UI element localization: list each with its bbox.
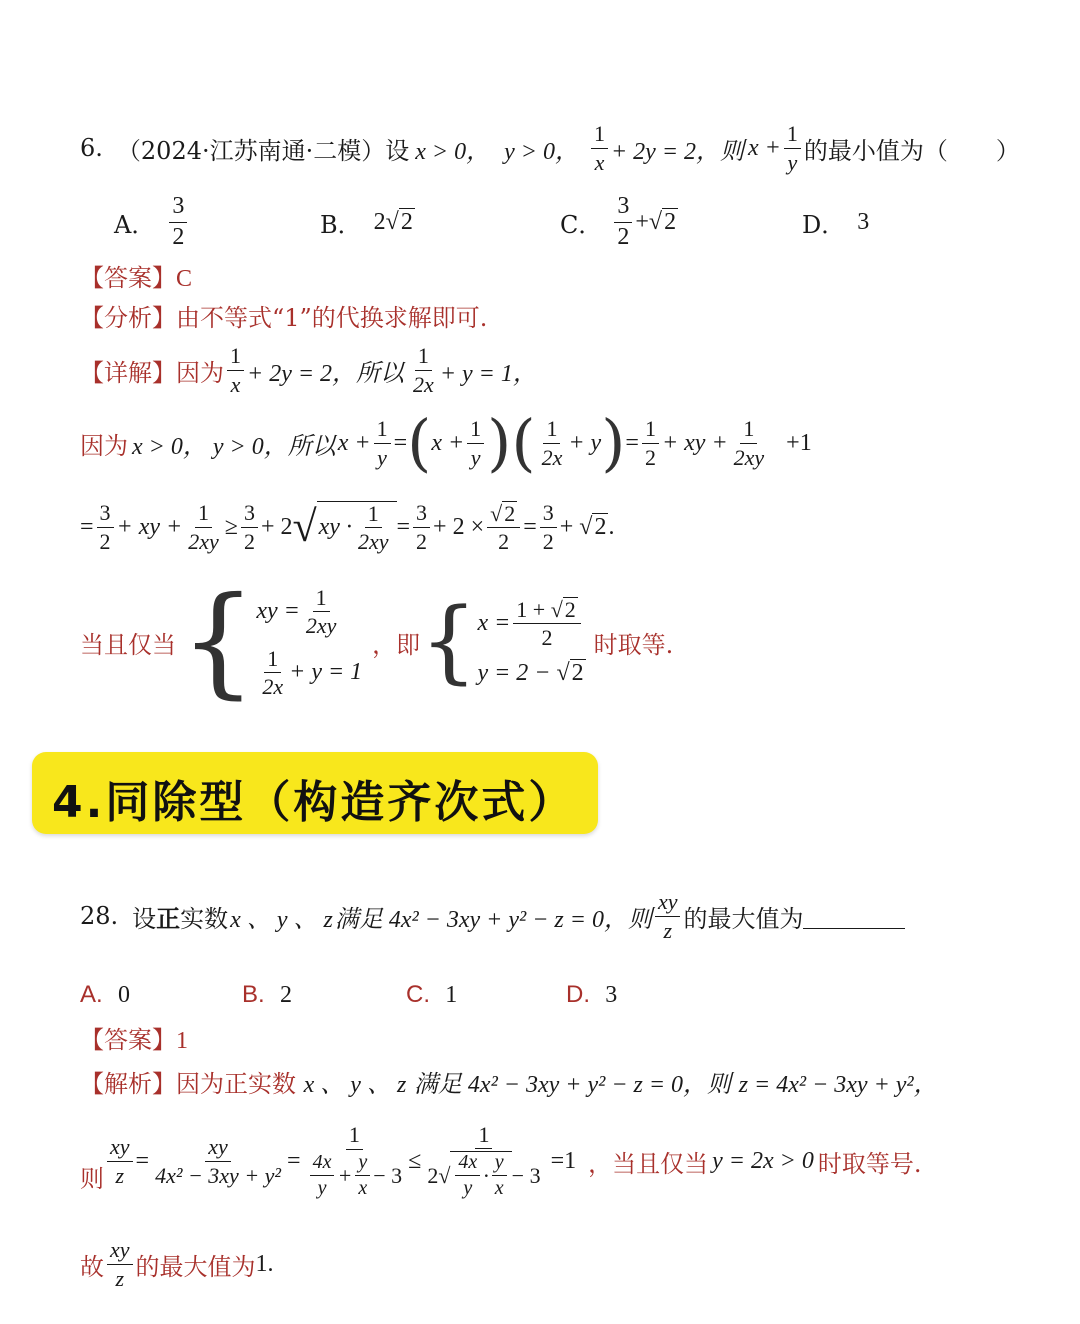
math-eq: = xyxy=(625,429,639,456)
math-frac: $\frac{3}{2}$ xyxy=(241,501,258,552)
q28-answer-value: 1 xyxy=(176,1028,188,1054)
q28-solution-label: 【解析】 xyxy=(80,1070,176,1098)
q6-eq-tail: + 2y = 2，则 xyxy=(610,138,745,165)
q28-stem-rest: 实数 xyxy=(180,904,229,933)
q28-conclusion-pre: 故 xyxy=(80,1252,104,1281)
math-expr: x + xyxy=(431,429,465,456)
math-radicand: xy · $\frac{1}{2xy}$ xyxy=(317,501,397,553)
math-eq: = xyxy=(396,513,411,540)
q6-answer-label: 【答案】 xyxy=(80,264,176,292)
math-frac: $\frac{1}{y}$ xyxy=(374,417,391,468)
math-frac: $\frac{3}{2}$ xyxy=(540,501,557,552)
math-frac: $\frac{xy}{z}$ xyxy=(107,1238,133,1289)
math-frac: $\frac{1}{2x}$ xyxy=(541,416,563,470)
q28-equality-expr: y = 2x > 0 xyxy=(712,1147,814,1174)
math-frac: $\frac{√2}{2}$ xyxy=(487,501,520,553)
q6-equality-pre: 当且仅当 xyxy=(80,630,176,659)
q6-option-b-value: 2√2 xyxy=(373,209,413,235)
math-frac: 1 $\frac{4x}{y}$ + $\frac{y}{x}$ − 3 xyxy=(304,1123,406,1198)
q28-stem-cond: 满足 4x² − 3xy + y² − z = 0，则 xyxy=(334,906,652,933)
math-eq: = xyxy=(393,429,408,456)
q6-question-line xyxy=(80,118,1020,178)
math-expr: + 2 × xyxy=(433,513,485,540)
q6-option-c-rad: √2 xyxy=(648,209,677,235)
q28-option-b: B. 2 xyxy=(242,981,292,1008)
math-frac: $\frac{xy}{\text{4x² − 3xy + y²}}$ xyxy=(155,1134,282,1188)
math-brace: { xyxy=(180,572,257,711)
math-frac: $\frac{1}{2xy}$ xyxy=(188,500,219,554)
q6-detail-line2-pre: 因为 xyxy=(80,431,128,460)
q28-option-d: D. 3 xyxy=(566,981,618,1008)
q6-target: x + xyxy=(748,134,781,161)
math-brace: { xyxy=(420,589,478,694)
q6-detail-line2-plus1: +1 xyxy=(786,429,812,456)
math-geq: ≥ xyxy=(224,513,238,540)
q6-option-d-value: 3 xyxy=(857,208,870,235)
q28-stem-vars: x 、 y 、 z xyxy=(230,906,333,933)
q28-eq1: =1 xyxy=(550,1147,577,1174)
q6-target-fraction: $\frac{1}{y}$ xyxy=(784,122,801,173)
math-eq: = xyxy=(523,513,537,540)
q6-cond1: x > 0， xyxy=(415,138,491,165)
q6-equality xyxy=(80,574,673,710)
math-expr: + xy + xyxy=(661,429,728,456)
q6-option-c-label: C． xyxy=(560,210,603,239)
math-frac: $\frac{3}{2}$ xyxy=(97,501,114,552)
section-title: 4.同除型（构造齐次式） xyxy=(52,777,576,828)
q6-detail-intro: 因为 xyxy=(176,358,224,387)
q6-detail-line1-tail: + y = 1， xyxy=(439,360,537,387)
q6-answer-value: C xyxy=(176,266,193,292)
q28-conclusion-value: 1. xyxy=(255,1250,274,1277)
q6-analysis-text: 由不等式“1”的代换求解即可. xyxy=(176,304,488,332)
q6-equality-tail: 时取等. xyxy=(593,630,674,659)
math-paren: ( xyxy=(407,406,432,479)
math-eq: = xyxy=(135,1147,150,1174)
q6-question-tail: 的最小值为（ ） xyxy=(803,136,1020,165)
q6-option-d xyxy=(802,192,869,252)
q28-stem-fraction: $\frac{xy}{z}$ xyxy=(655,890,681,941)
q28-stem-pre: 设 xyxy=(132,904,157,933)
q28-conclusion-tail: 的最大值为 xyxy=(135,1252,256,1281)
q28-answer-blank xyxy=(803,904,905,929)
math-leq: ≤ xyxy=(408,1147,422,1174)
q6-option-d-label: D． xyxy=(802,210,846,239)
q6-detail-line2-cond: x > 0， y > 0，所以 xyxy=(132,433,336,460)
math-expr: x + xyxy=(337,429,371,456)
math-expr: + y xyxy=(568,429,602,456)
math-frac: $\frac{1}{2}$ xyxy=(642,417,659,468)
q6-option-a-label: A． xyxy=(114,210,156,239)
q6-detail-line3-tail: . xyxy=(608,513,615,540)
math-eq: = xyxy=(287,1147,301,1174)
math-frac: $\frac{xy}{z}$ xyxy=(107,1135,133,1186)
q6-number: 6. xyxy=(80,134,103,162)
q28-stem-bold: 正 xyxy=(156,903,181,933)
q6-fraction: $\frac{1}{x}$ xyxy=(591,122,608,173)
math-frac: $\frac{1}{y}$ xyxy=(467,417,484,468)
q28-solution-vars: x 、 y 、 z xyxy=(303,1072,407,1098)
math-system-1: xy = $\frac{1}{2xy}$ $\frac{1}{2x}$ + y = 1 xyxy=(256,584,363,700)
q28-equality-tail: 时取等号. xyxy=(817,1149,922,1178)
q28-option-c: C. 1 xyxy=(406,981,458,1008)
q6-detail-line1 xyxy=(80,340,537,400)
q6-source: （2024·江苏南通·二模）设 xyxy=(116,136,410,165)
q6-analysis-label: 【分析】 xyxy=(80,304,176,332)
q28-solution-expr: z = 4x² − 3xy + y²， xyxy=(738,1072,938,1098)
math-system-2: x = $\frac{1 + √2}{2}$ y = 2 − √2 xyxy=(477,596,584,687)
q28-question-line xyxy=(80,886,905,946)
math-frac: $\frac{1}{2xy}$ xyxy=(733,416,765,470)
q6-analysis xyxy=(80,298,487,333)
q6-option-a-value: $\frac{3}{2}$ xyxy=(169,194,187,249)
math-frac: 1 2√ $\frac{4x}{y}$ · $\frac{y}{x}$ − 3 xyxy=(427,1121,541,1200)
math-expr: + √2 xyxy=(559,514,607,540)
q6-equality-mid: ，即 xyxy=(372,630,421,659)
q6-detail-label: 【详解】 xyxy=(80,358,176,387)
q6-option-b-label: B． xyxy=(320,210,362,239)
q6-option-c-plus: + xyxy=(635,208,649,235)
q28-then-label: 则 xyxy=(80,1164,104,1193)
q6-option-b xyxy=(320,192,415,252)
math-frac: $\frac{3}{2}$ xyxy=(413,501,430,552)
q6-option-c-frac: $\frac{3}{2}$ xyxy=(614,194,632,249)
q6-detail-line2 xyxy=(80,408,812,478)
math-expr: + xy + xyxy=(116,513,183,540)
q6-answer xyxy=(80,258,192,293)
q28-solution-text: 因为正实数 xyxy=(176,1070,296,1098)
q28-option-a: A. 0 xyxy=(80,981,130,1008)
q28-solution-cond: 满足 4x² − 3xy + y² − z = 0，则 xyxy=(413,1072,732,1098)
math-sqrt: √ xyxy=(292,502,317,551)
math-frac-1-over-x: $\frac{1}{x}$ xyxy=(227,344,244,395)
math-eq: = xyxy=(80,513,94,540)
q28-answer xyxy=(80,1020,188,1055)
q28-solution-line xyxy=(80,1064,938,1099)
q28-derivation xyxy=(80,1106,921,1216)
q6-cond2: y > 0， xyxy=(504,138,579,165)
q6-detail-line3 xyxy=(80,492,614,562)
q28-stem-tail: 的最大值为 xyxy=(683,904,804,933)
q28-answer-label: 【答案】 xyxy=(80,1026,176,1054)
math-paren: ) xyxy=(601,406,626,479)
q28-number: 28. xyxy=(80,902,119,930)
q6-option-c xyxy=(560,192,678,252)
q28-equality-note: ，当且仅当 xyxy=(588,1149,709,1178)
q6-detail-line1-mid: + 2y = 2，所以 xyxy=(247,360,405,387)
q28-conclusion xyxy=(80,1234,274,1294)
math-expr: + 2 xyxy=(260,513,293,540)
math-paren: )( xyxy=(487,406,536,479)
math-frac-1-over-2x: $\frac{1}{2x}$ xyxy=(413,343,434,397)
q6-option-a xyxy=(114,192,190,252)
